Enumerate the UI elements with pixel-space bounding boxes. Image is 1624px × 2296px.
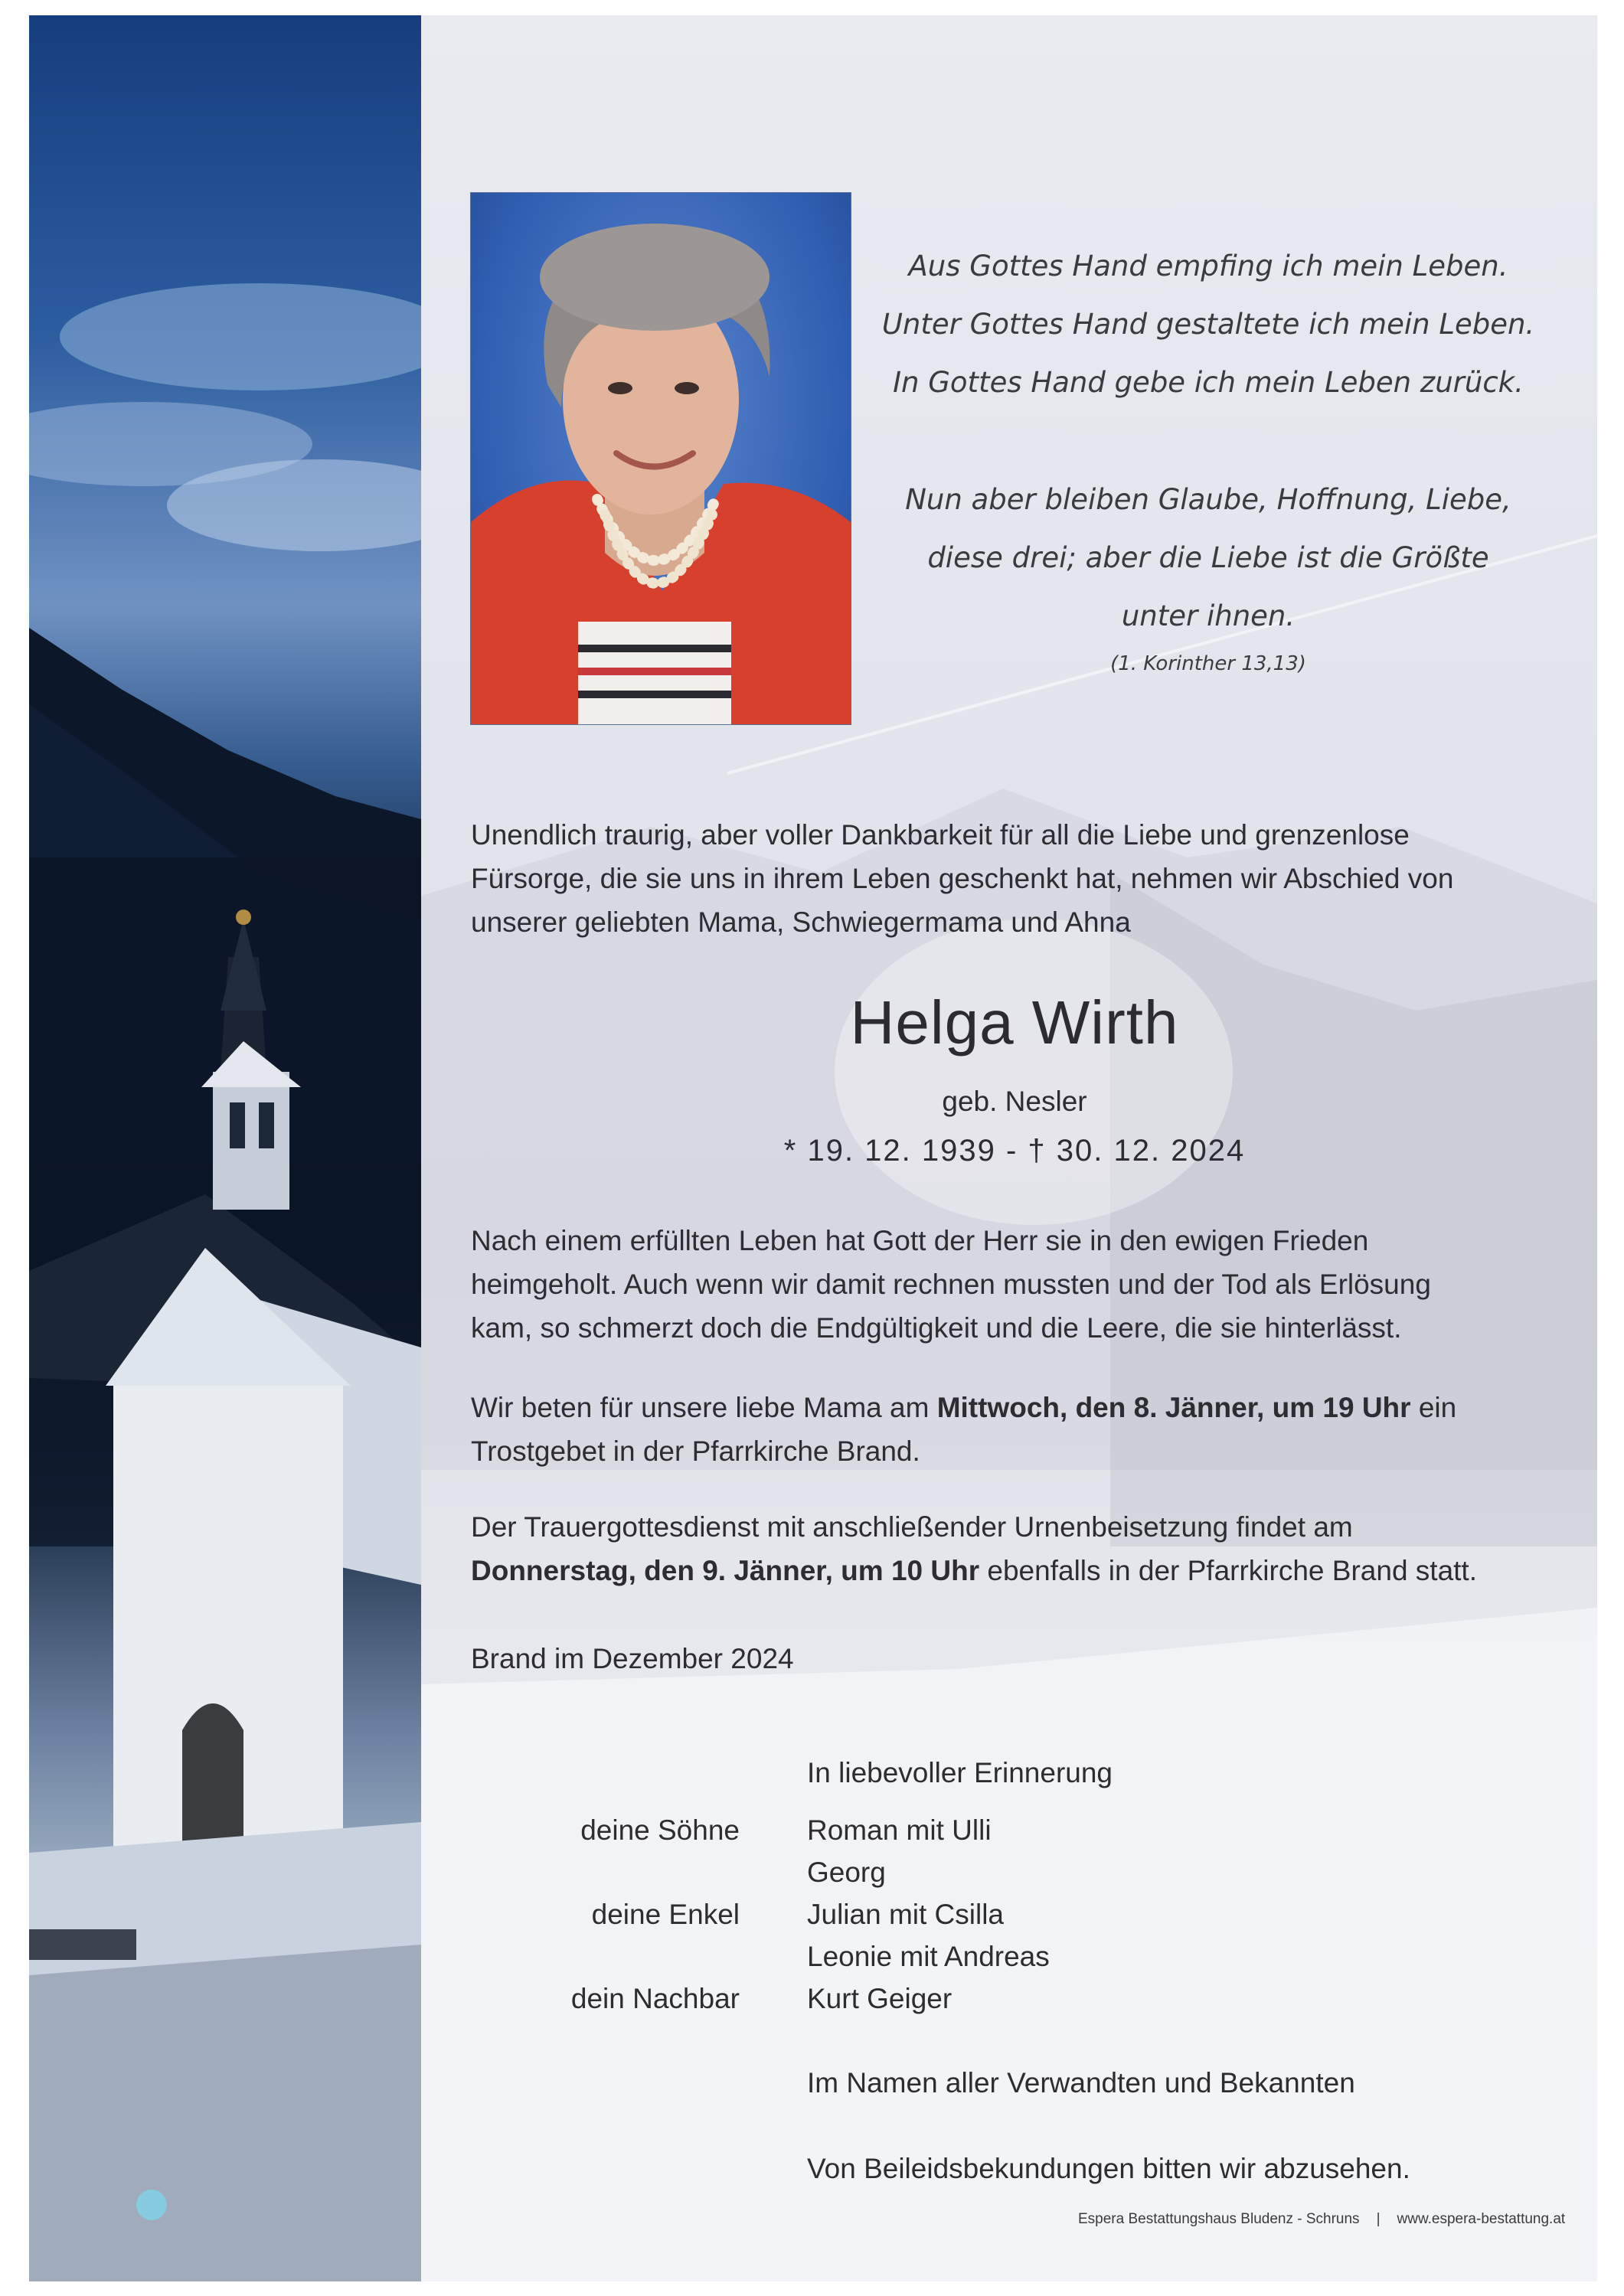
portrait-photo-icon (471, 193, 851, 724)
footer-website: www.espera-bestattung.at (1397, 2211, 1566, 2227)
mass-datetime: Donnerstag, den 9. Jänner, um 10 Uhr (471, 1555, 980, 1586)
relative-name: Julian mit Csilla (807, 1899, 1005, 1930)
funeral-mass-paragraph (471, 1505, 1558, 1592)
closing-relatives: Im Namen aller Verwandten und Bekannten (807, 2067, 1355, 2098)
life-line: heimgeholt. Auch wenn wir damit rechnen mussten und der Tod als Erlösung (471, 1269, 1431, 1300)
prayer-text: Wir beten für unsere liebe Mama am (471, 1392, 937, 1423)
prayer-line: Trostgebet in der Pfarrkirche Brand. (471, 1435, 920, 1467)
prayer-paragraph (471, 1386, 1558, 1473)
intro-paragraph (471, 813, 1558, 944)
footer-company: Espera Bestattungshaus Bludenz - Schruns (1078, 2211, 1360, 2227)
quote-line: In Gottes Hand gebe ich mein Leben zurück. (893, 366, 1524, 399)
quote-line: Unter Gottes Hand gestaltete ich mein Leben. (881, 308, 1535, 341)
footer (1078, 2211, 1565, 2228)
quote-block-1 (871, 237, 1545, 412)
quote-line: Nun aber bleiben Glaube, Hoffnung, Liebe, (905, 483, 1511, 516)
life-dates: * 19. 12. 1939 - † 30. 12. 2024 (783, 1134, 1246, 1168)
prayer-text-end: ein (1410, 1392, 1457, 1423)
relative-name: Georg (807, 1857, 886, 1888)
life-line: Nach einem erfüllten Leben hat Gott der Herr sie in den ewigen Frieden (471, 1225, 1369, 1256)
mass-line: Der Trauergottesdienst mit anschließender Urnenbeisetzung findet am (471, 1511, 1353, 1543)
intro-line: Unendlich traurig, aber voller Dankbarkeit für all die Liebe und grenzenlose (471, 819, 1410, 851)
intro-line: unserer geliebten Mama, Schwiegermama und Ahna (471, 906, 1131, 938)
footer-separator: | (1376, 2211, 1381, 2227)
memory-heading: In liebevoller Erinnerung (807, 1757, 1113, 1788)
mass-line (471, 1549, 1558, 1592)
deceased-name: Helga Wirth (850, 988, 1179, 1057)
quote-line: diese drei; aber die Liebe ist die Größte (927, 541, 1489, 574)
place-date (471, 1637, 1558, 1680)
life-line: kam, so schmerzt doch die Endgültigkeit und die Leere, die sie hinterlässt. (471, 1312, 1402, 1344)
relative-label-grandchildren: deine Enkel (591, 1899, 740, 1930)
life-paragraph (471, 1219, 1558, 1350)
relative-label-sons: deine Söhne (580, 1814, 740, 1846)
relative-name: Kurt Geiger (807, 1983, 953, 2014)
obituary-sheet (29, 15, 1597, 2281)
prayer-line (471, 1386, 1558, 1429)
mass-text-end: ebenfalls in der Pfarrkirche Brand statt. (979, 1555, 1477, 1586)
portrait-photo (471, 193, 851, 724)
relative-name: Roman mit Ulli (807, 1814, 992, 1846)
quote-line: Aus Gottes Hand empfing ich mein Leben. (908, 250, 1508, 283)
intro-line: Fürsorge, die sie uns in ihrem Leben geschenkt hat, nehmen wir Abschied von (471, 863, 1454, 894)
relative-label-neighbor: dein Nachbar (570, 1983, 740, 2014)
chapel-illustration-icon (29, 15, 421, 2281)
prayer-datetime: Mittwoch, den 8. Jänner, um 19 Uhr (936, 1392, 1411, 1423)
relative-name: Leonie mit Andreas (807, 1941, 1050, 1972)
quote-block-2 (871, 471, 1545, 645)
birth-name: geb. Nesler (942, 1086, 1087, 1117)
chapel-landscape-panel (29, 15, 421, 2281)
quote-reference: (1. Korinther 13,13) (1110, 652, 1306, 675)
place-date-text: Brand im Dezember 2024 (471, 1643, 794, 1674)
closing-condolences: Von Beileidsbekundungen bitten wir abzusehen. (807, 2153, 1410, 2184)
quote-line: unter ihnen. (1121, 599, 1296, 632)
